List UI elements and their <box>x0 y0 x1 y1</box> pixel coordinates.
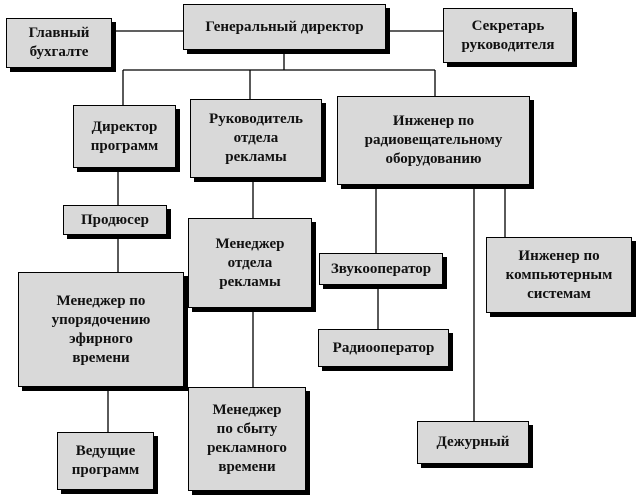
node-duty-officer: Дежурный <box>417 421 529 464</box>
node-airtime-manager: Менеджер по упорядочению эфирного времени <box>18 272 184 387</box>
node-sound-operator: Звукооператор <box>319 253 443 285</box>
node-ad-department-head: Руководитель отдела рекламы <box>190 99 322 178</box>
node-broadcast-engineer: Инженер по радиовещательному оборудованию <box>337 96 530 185</box>
node-it-engineer: Инженер по компьютерным системам <box>486 237 632 313</box>
node-ceo: Генеральный директор <box>183 4 386 50</box>
node-radio-operator: Радиооператор <box>318 329 449 367</box>
node-program-director: Директор программ <box>73 105 176 168</box>
node-ad-manager: Менеджер отдела рекламы <box>188 218 312 308</box>
node-chief-accountant: Главный бухгалте <box>6 18 112 68</box>
node-producer: Продюсер <box>63 205 167 235</box>
node-program-hosts: Ведущие программ <box>57 432 154 490</box>
node-ad-sales-manager: Менеджер по сбыту рекламного времени <box>188 387 306 491</box>
node-secretary: Секретарь руководителя <box>443 8 573 63</box>
